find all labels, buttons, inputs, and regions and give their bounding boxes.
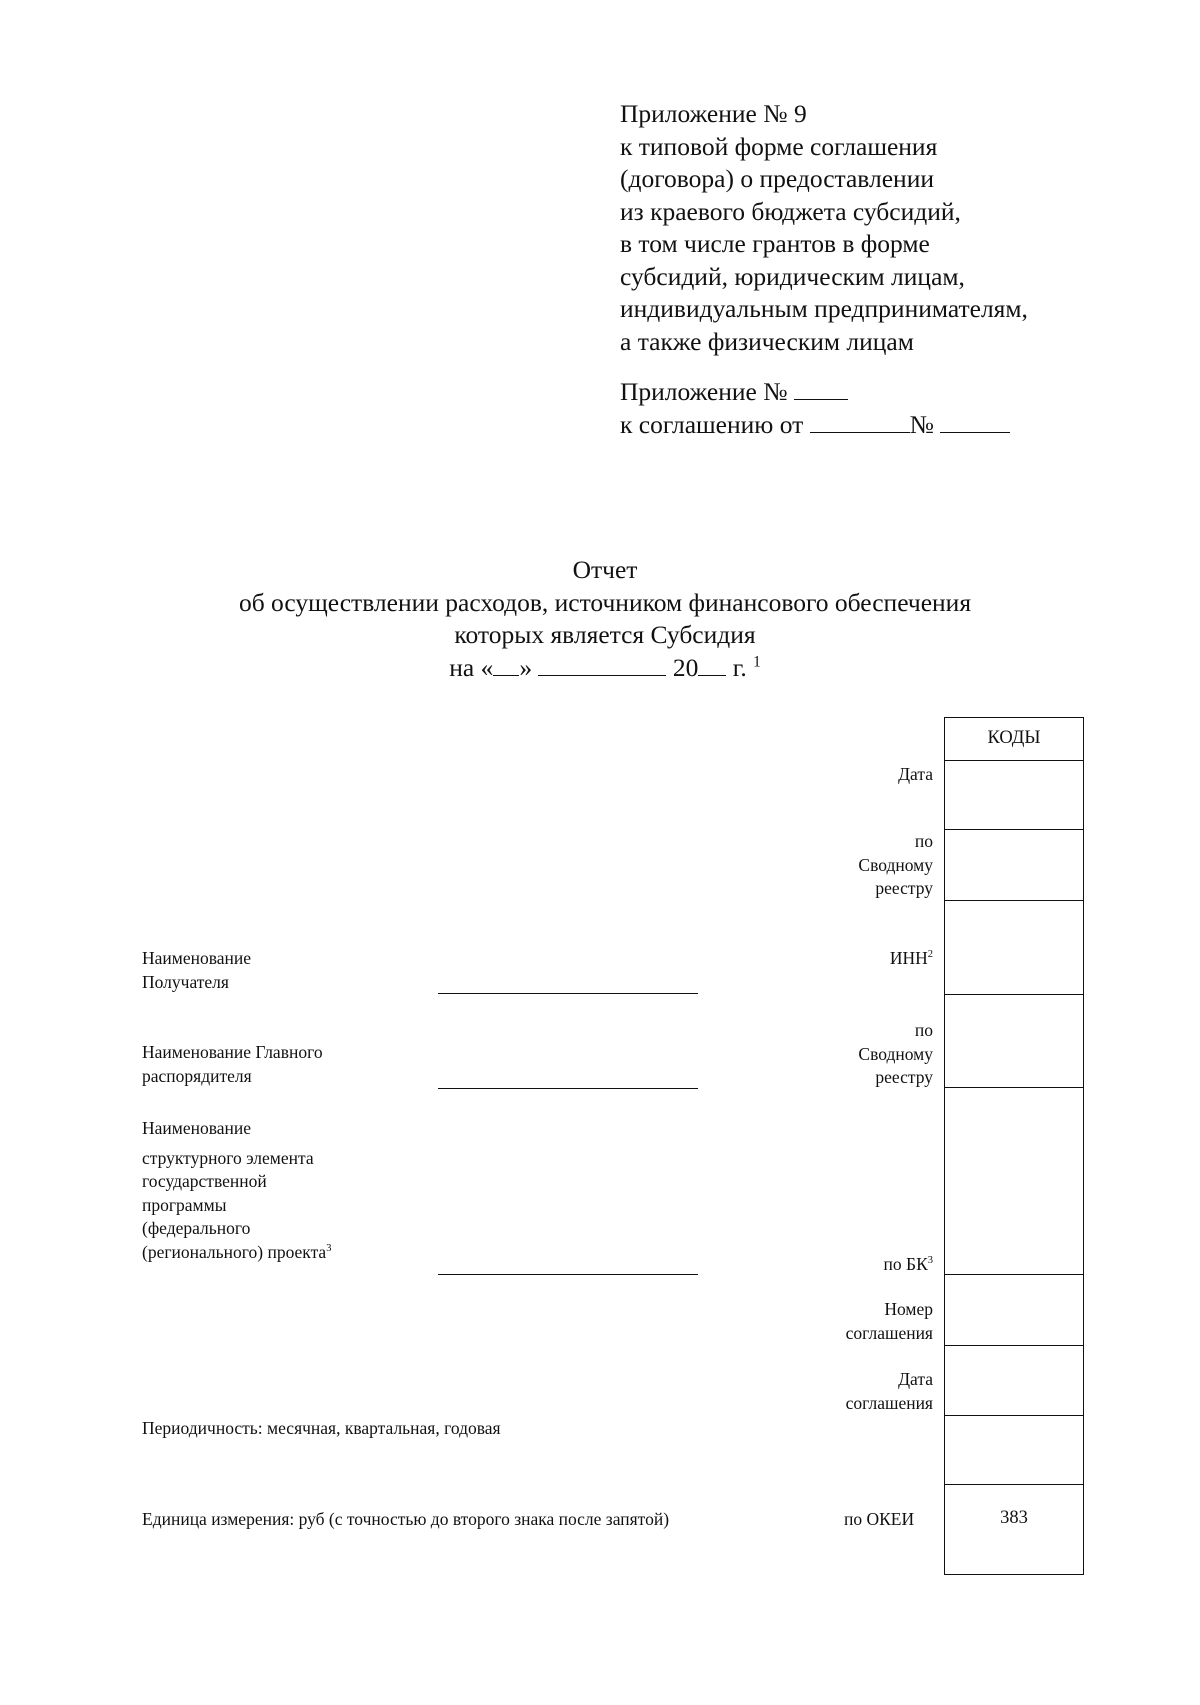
label-line: Получателя <box>142 971 229 992</box>
appendix-line: к типовой форме соглашения <box>620 131 938 161</box>
title-line-3: которых является Субсидия <box>454 620 756 649</box>
codes-row-divider <box>944 760 1084 761</box>
inn-label-text: ИНН <box>889 948 928 968</box>
agreement-appendix-line <box>620 376 1010 409</box>
date-label <box>773 763 933 787</box>
title-date-line <box>0 652 1200 685</box>
codes-row-divider <box>944 829 1084 830</box>
month-blank <box>538 653 666 676</box>
label-line: структурного элемента <box>142 1147 314 1168</box>
year-blank <box>698 653 726 676</box>
recipient-name-field[interactable] <box>438 993 698 994</box>
label-line: соглашения <box>845 1392 933 1413</box>
okei-code-value: 383 <box>1000 1508 1028 1528</box>
date-mid: » <box>519 652 533 682</box>
agreement-date-blank <box>810 410 910 433</box>
appendix-line: а также физическим лицам <box>620 326 914 356</box>
appendix-line: в том числе грантов в форме <box>620 229 930 258</box>
unit-label <box>142 1508 669 1532</box>
codes-row-divider <box>944 1415 1084 1416</box>
date-prefix: на « <box>449 652 494 682</box>
label-line: реестру <box>875 1067 933 1087</box>
label-line: по <box>914 831 933 851</box>
periodicity-text: Периодичность: месячная, квартальная, годовая <box>142 1418 501 1438</box>
label-line: по <box>914 1020 933 1040</box>
label-line: государственной <box>142 1171 267 1191</box>
label-line: Дата <box>898 1369 933 1389</box>
appendix-line: индивидуальным предпринимателям, <box>620 294 1028 323</box>
inn-label <box>773 947 933 971</box>
codes-row-divider <box>944 900 1084 901</box>
periodicity-label <box>142 1417 501 1441</box>
appendix-line: из краевого бюджета субсидий, <box>620 196 961 226</box>
label-line: реестру <box>875 878 933 898</box>
title-line-2: об осуществлении расходов, источником финансового обеспечения <box>238 587 972 617</box>
codes-row-divider <box>944 1484 1084 1485</box>
agreement-number-blank <box>940 410 1010 433</box>
codes-row-divider <box>944 994 1084 995</box>
year-suffix: г. <box>732 652 747 682</box>
label-line: Сводному <box>858 1043 933 1064</box>
label-line: соглашения <box>845 1322 933 1343</box>
agreement-reference <box>620 376 1010 441</box>
title-line-1: Отчет <box>572 555 638 584</box>
appendix-line: Приложение № 9 <box>620 99 807 128</box>
appendix-line: субсидий, юридическим лицам, <box>620 261 965 291</box>
label-line: (регионального) проекта <box>142 1241 327 1262</box>
okei-label-text: по ОКЕИ <box>844 1509 915 1529</box>
appendix-header <box>620 98 1028 358</box>
day-blank <box>493 653 519 676</box>
year-prefix: 20 <box>672 652 699 682</box>
footnote-2: 2 <box>927 949 933 961</box>
codes-column <box>944 717 1084 1575</box>
footnote-3: 3 <box>927 1255 933 1267</box>
label-line: Наименование <box>142 1118 252 1138</box>
codes-row-divider <box>944 1274 1084 1275</box>
footnote-3-left: 3 <box>326 1242 332 1254</box>
bk-label <box>773 1253 933 1277</box>
appendix-number-blank <box>794 377 848 400</box>
main-manager-name-label <box>142 1041 323 1088</box>
footnote-1: 1 <box>753 653 761 670</box>
agreement-date-label <box>773 1368 933 1415</box>
agreement-from-label: к соглашению от <box>620 409 804 439</box>
label-line: распорядителя <box>142 1065 252 1086</box>
number-sign: № <box>909 409 934 439</box>
agreement-number-label <box>773 1298 933 1345</box>
label-line: программы <box>142 1194 227 1215</box>
date-label-text: Дата <box>898 764 933 784</box>
appendix-line: (договора) о предоставлении <box>620 164 934 193</box>
agreement-from-line <box>620 409 1010 442</box>
structural-element-field[interactable] <box>438 1274 698 1275</box>
report-title <box>0 554 1200 684</box>
unit-text: Единица измерения: руб (с точностью до второго знака после запятой) <box>142 1509 670 1529</box>
agreement-appendix-label: Приложение № <box>620 377 788 406</box>
codes-header: КОДЫ <box>987 728 1041 748</box>
svodny-registry-label-2 <box>773 1019 933 1090</box>
structural-element-label <box>142 1117 331 1264</box>
label-line: Сводному <box>858 854 933 875</box>
bk-label-text: по БК <box>883 1254 928 1274</box>
okei-label <box>844 1508 914 1532</box>
label-line: (федерального <box>142 1218 251 1238</box>
main-manager-name-field[interactable] <box>438 1088 698 1089</box>
svodny-registry-label-1 <box>773 830 933 901</box>
label-line: Наименование Главного <box>142 1042 323 1062</box>
label-line: Номер <box>884 1299 933 1319</box>
codes-row-divider <box>944 1087 1084 1088</box>
label-line: Наименование <box>142 948 252 968</box>
codes-row-divider <box>944 1345 1084 1346</box>
recipient-name-label <box>142 947 251 994</box>
